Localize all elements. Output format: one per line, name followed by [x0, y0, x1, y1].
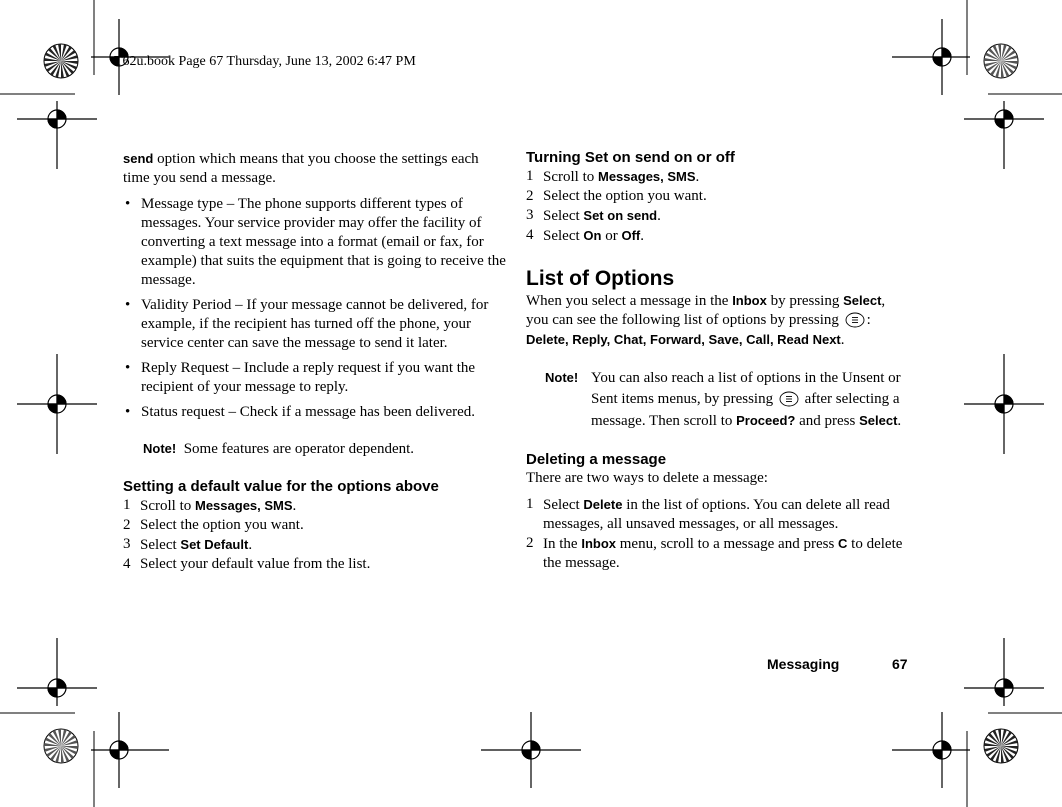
list-item: 2 In the Inbox menu, scroll to a message and press C to delete the message.	[526, 535, 903, 571]
right-column	[526, 148, 911, 573]
deleting-intro: There are two ways to delete a message:	[526, 470, 768, 486]
registration-target-icon	[964, 638, 1044, 706]
list-item: • Message type – The phone supports different types of messages. Your service provider may offer the facility of converting a text message into a format (email or fax, for example) that suits the equipment that is going to receive the message.	[125, 196, 506, 288]
page-header-slug: T62u.book Page 67 Thursday, June 13, 2002 6:47 PM	[114, 54, 416, 69]
starburst-icon	[44, 44, 78, 78]
options-key-icon	[779, 391, 799, 407]
registration-target-icon	[17, 638, 97, 706]
list-item: 3 Select Set on send.	[526, 207, 661, 224]
turning-steps	[526, 167, 911, 246]
list-of-options-heading: List of Options	[526, 267, 675, 290]
list-item: 1 Scroll to Messages, SMS.	[526, 168, 700, 185]
registration-target-icon	[964, 354, 1044, 454]
list-item: 3 Select Set Default.	[123, 536, 253, 553]
default-value-heading: Setting a default value for the options above	[123, 478, 439, 495]
list-item: • Reply Request – Include a reply request if you want the recipient of your message to reply.	[125, 360, 476, 395]
list-item: • Status request – Check if a message has been delivered.	[125, 404, 476, 420]
registration-target-icon	[91, 712, 169, 788]
deleting-steps	[526, 495, 911, 573]
registration-target-icon	[892, 19, 970, 95]
left-column	[123, 149, 508, 574]
footer-page-number: 67	[892, 656, 908, 672]
list-item: 4 Select your default value from the list.	[123, 556, 371, 572]
list-item: • Validity Period – If your message cannot be delivered, for example, if the recipient has turned off the phone, your service center can save the message to send it later.	[125, 297, 489, 351]
list-item: 1 Scroll to Messages, SMS.	[123, 497, 297, 514]
list-item: 1 Select Delete in the list of options. You can delete all read messages, all unsaved messages, or all messages.	[526, 496, 890, 532]
list-item: 2 Select the option you want.	[526, 188, 707, 204]
list-item: 4 Select On or Off.	[526, 227, 644, 244]
list-of-options-paragraph: When you select a message in the Inbox by pressing Select, you can see the following list of options by pressing : Delete, Reply, Chat, Forward, Save, Call, Read Next.	[526, 293, 886, 348]
list-item: 2 Select the option you want.	[123, 517, 304, 533]
registration-target-icon	[17, 101, 97, 169]
registration-target-icon	[481, 712, 581, 788]
note: Note! Some features are operator dependent.	[143, 441, 415, 457]
footer-section-title: Messaging	[767, 656, 840, 672]
registration-target-icon	[964, 101, 1044, 169]
starburst-icon	[984, 44, 1018, 78]
intro-paragraph: send option which means that you choose the settings each time you send a message.	[123, 151, 479, 186]
note: Note! You can also reach a list of options in the Unsent or Sent items menus, by pressing after selecting a message. Then scroll to Proceed? and press Select.	[545, 370, 902, 429]
registration-target-icon	[892, 712, 970, 788]
options-key-icon	[845, 312, 865, 328]
starburst-icon	[984, 729, 1018, 763]
starburst-icon	[44, 729, 78, 763]
turning-heading: Turning Set on send on or off	[526, 149, 735, 166]
bullet-list	[123, 195, 508, 422]
registration-target-icon	[17, 354, 97, 454]
deleting-heading: Deleting a message	[526, 451, 667, 468]
default-steps	[123, 496, 508, 574]
